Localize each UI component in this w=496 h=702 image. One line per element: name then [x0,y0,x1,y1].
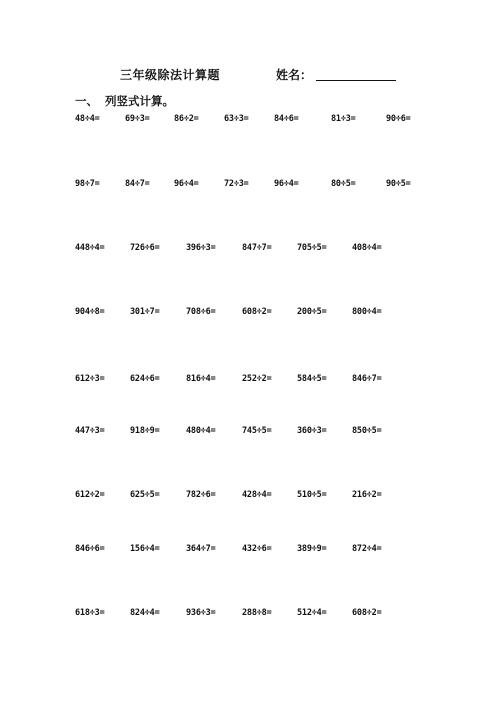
division-problem: 480÷4= [186,426,216,436]
name-blank-line [316,80,396,81]
division-problem: 84÷7= [125,179,150,189]
division-problem: 726÷6= [130,243,160,253]
division-problem: 512÷4= [297,608,327,618]
division-problem: 96÷4= [174,179,199,189]
division-problem: 612÷2= [75,490,105,500]
section-number: 一、 [75,94,98,108]
division-problem: 428÷4= [242,490,272,500]
division-problem: 360÷3= [297,426,327,436]
division-problem: 824÷4= [130,608,160,618]
division-problem: 584÷5= [297,374,327,384]
division-problem: 782÷6= [186,490,216,500]
division-problem: 396÷3= [186,243,216,253]
division-problem: 608÷2= [352,608,382,618]
division-problem: 80÷5= [331,179,356,189]
division-problem: 288÷8= [242,608,272,618]
division-problem: 618÷3= [75,608,105,618]
division-problem: 408÷4= [352,243,382,253]
division-problem: 448÷4= [75,243,105,253]
division-problem: 216÷2= [352,490,382,500]
division-problem: 872÷4= [352,544,382,554]
division-problem: 624÷6= [130,374,160,384]
division-problem: 63÷3= [224,114,249,124]
division-problem: 745÷5= [242,426,272,436]
division-problem: 98÷7= [75,179,100,189]
division-problem: 48÷4= [75,114,100,124]
division-problem: 510÷5= [297,490,327,500]
section-title: 列竖式计算。 [105,94,174,108]
worksheet-title: 三年级除法计算题 [120,68,221,82]
division-problem: 846÷7= [352,374,382,384]
division-problem: 612÷3= [75,374,105,384]
division-problem: 625÷5= [130,490,160,500]
division-problem: 84÷6= [274,114,299,124]
division-problem: 90÷5= [386,179,411,189]
division-problem: 364÷7= [186,544,216,554]
division-problem: 608÷2= [242,307,272,317]
division-problem: 918÷9= [130,426,160,436]
division-problem: 904÷8= [75,307,105,317]
division-problem: 252÷2= [242,374,272,384]
division-problem: 816÷4= [186,374,216,384]
division-problem: 81÷3= [331,114,356,124]
division-problem: 69÷3= [125,114,150,124]
division-problem: 447÷3= [75,426,105,436]
division-problem: 846÷6= [75,544,105,554]
division-problem: 705÷5= [297,243,327,253]
division-problem: 936÷3= [186,608,216,618]
division-problem: 708÷6= [186,307,216,317]
division-problem: 389÷9= [297,544,327,554]
division-problem: 850÷5= [352,426,382,436]
name-label: 姓名： [276,68,313,82]
division-problem: 90÷6= [386,114,411,124]
division-problem: 301÷7= [130,307,160,317]
division-problem: 156÷4= [130,544,160,554]
division-problem: 847÷7= [242,243,272,253]
division-problem: 86÷2= [174,114,199,124]
section-heading [75,93,174,109]
division-problem: 96÷4= [274,179,299,189]
division-problem: 432÷6= [242,544,272,554]
division-problem: 72÷3= [224,179,249,189]
division-problem: 200÷5= [297,307,327,317]
division-problem: 800÷4= [352,307,382,317]
